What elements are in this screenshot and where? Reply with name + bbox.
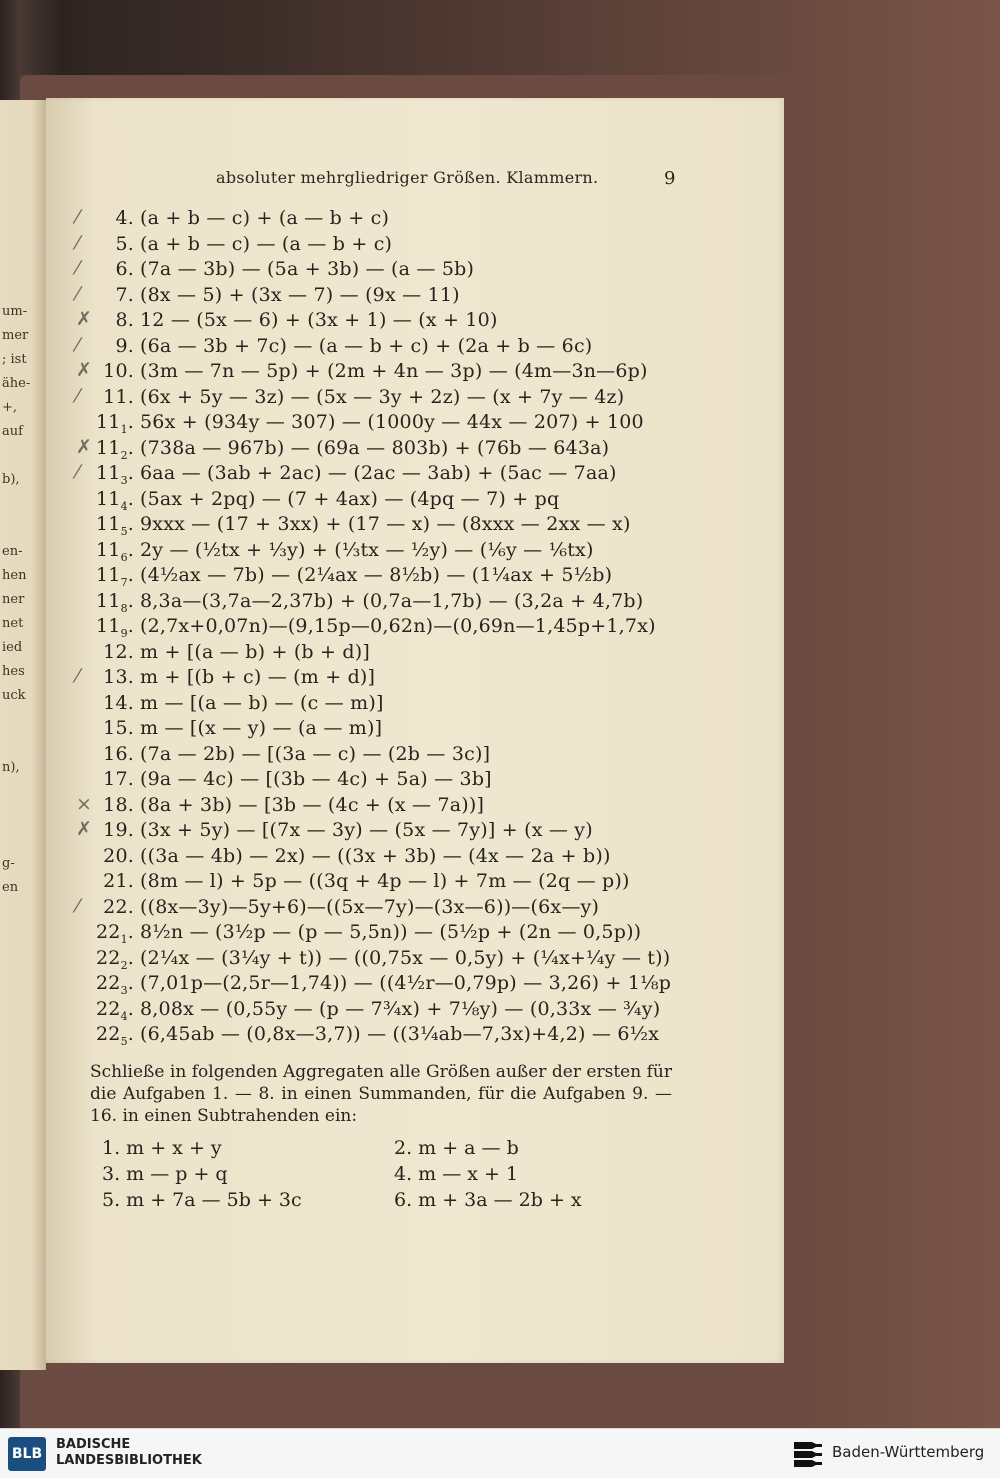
left-fragment — [2, 444, 42, 468]
exercise-number: $11_2$. — [96, 436, 135, 462]
exercise-expression: (a + b — c) + (a — b + c) — [140, 207, 390, 229]
exercise-number-main: 11 — [96, 411, 121, 433]
exercise-expression: m — [(a — b) — (c — m)] — [140, 691, 384, 714]
exercise-number-main: 14. — [103, 691, 134, 714]
blb-name-line2: LANDESBIBLIOTHEK — [56, 1453, 202, 1468]
exercise-row — [76, 461, 736, 487]
exercise-row — [96, 716, 736, 742]
exercise-row — [96, 538, 736, 564]
exercise-row — [76, 359, 736, 385]
book-page — [46, 98, 784, 1363]
exercise-number-main: 11. — [103, 385, 134, 408]
exercise-number-main: 10. — [103, 360, 134, 382]
exercise-number-sub: 7 — [120, 575, 128, 589]
exercise-number — [96, 308, 134, 334]
exercise-expression: (a + b — c) — (a — b + c) — [140, 232, 393, 255]
exercise-number: $22_2$. — [96, 946, 135, 972]
left-fragment: net — [2, 616, 24, 631]
exercise-number-main: 11 — [96, 564, 121, 586]
exercise-number-main: 19. — [103, 819, 134, 841]
left-fragment — [2, 780, 42, 804]
exercise-number-sub: 9 — [120, 626, 128, 640]
exercise-number: $22_4$. — [96, 997, 135, 1023]
exercise-number-main: 12. — [103, 640, 134, 663]
exercise-expression: 8,3a—(3,7a—2,37b) + (0,7a—1,7b) — (3,2a + 4,7b) — [140, 589, 644, 612]
left-fragment: +, — [2, 400, 18, 415]
exercise-expression: (2¼x — (3¼y + t)) — ((0,75x — 0,5y) + (¼x+¼y — t)) — [140, 946, 671, 969]
exercise-number — [96, 283, 134, 309]
exercise-number-sub: 6 — [120, 550, 128, 564]
exercise-number — [96, 742, 134, 768]
exercise-expression: (3m — 7n — 5p) + (2m + 4n — 3p) — (4m—3n—6p) — [140, 360, 648, 382]
exercise-number — [96, 818, 134, 844]
exercise-number-main: 18. — [103, 793, 134, 816]
exercise-number-main: 13. — [103, 666, 134, 688]
exercise-number — [96, 869, 134, 895]
exercise-number-main: 20. — [103, 844, 134, 867]
left-page-text-fragments — [2, 300, 42, 900]
exercise-row — [76, 308, 736, 334]
exercise-expression: (2,7x+0,07n)—(9,15p—0,62n)—(0,69n—1,45p+1,7x) — [140, 615, 656, 637]
blb-name[interactable] — [56, 1437, 202, 1469]
exercise-row — [76, 818, 736, 844]
aggregate-left: 5. m + 7a — 5b + 3c — [102, 1189, 302, 1211]
exercise-number-main: 11 — [96, 487, 121, 510]
exercise-row — [96, 487, 736, 513]
exercise-list — [76, 206, 736, 1048]
left-fragment: auf — [2, 424, 23, 439]
exercise-number: $11_4$. — [96, 487, 135, 513]
pencil-mark-icon: ✗ — [76, 818, 93, 840]
exercise-number — [96, 232, 134, 258]
exercise-expression: 8,08x — (0,55y — (p — 7¾x) + 7⅛y) — (0,33x — ¾y) — [140, 997, 661, 1020]
left-fragment — [2, 804, 42, 828]
exercise-row — [96, 640, 736, 666]
exercise-expression: 2y — (½tx + ⅓y) + (⅓tx — ½y) — (⅙y — ⅙tx) — [140, 538, 594, 561]
exercise-row — [76, 282, 736, 309]
instruction-paragraph: Schließe in folgenden Aggregaten alle Größen außer der ersten für die Aufgaben 1. — 8. in einen Summanden, für die Aufgaben 9. — 16. in einen Subtrahenden ein: — [90, 1062, 672, 1126]
left-fragment: ied — [2, 640, 23, 655]
exercise-number-main: 16. — [103, 742, 134, 765]
exercise-number — [96, 359, 134, 385]
exercise-row — [76, 792, 736, 819]
exercise-row — [96, 614, 736, 640]
exercise-row — [76, 333, 736, 360]
exercise-expression: (9a — 4c) — [(3b — 4c) + 5a) — 3b] — [140, 768, 492, 790]
exercise-number: $11_7$. — [96, 564, 135, 589]
exercise-number-main: 22 — [96, 921, 121, 943]
left-fragment: ner — [2, 592, 25, 607]
exercise-expression: m + [(b + c) — (m + d)] — [140, 666, 376, 688]
left-fragment: en- — [2, 544, 23, 559]
exercise-expression: (7,01p—(2,5r—1,74)) — ((4½r—0,79p) — 3,26) + 1⅛p — [140, 972, 672, 994]
aggregate-right: 4. m — x + 1 — [394, 1163, 519, 1185]
exercise-number: $11_1$. — [96, 411, 135, 436]
left-fragment: uck — [2, 688, 26, 703]
exercise-number — [96, 716, 134, 742]
exercise-expression: m + [(a — b) + (b + d)] — [140, 640, 370, 663]
exercise-number-main: 22 — [96, 997, 121, 1020]
pencil-mark-icon: ⁄ — [76, 384, 80, 407]
exercise-expression: m — [(x — y) — (a — m)] — [140, 717, 383, 739]
exercise-number — [96, 257, 134, 283]
pencil-mark-icon: ⁄ — [76, 894, 80, 917]
exercise-expression: (4½ax — 7b) — (2¼ax — 8½b) — (1¼ax + 5½b) — [140, 564, 613, 586]
pencil-mark-icon: × — [76, 792, 93, 815]
exercise-row — [96, 844, 736, 870]
running-title: absoluter mehrgliedriger Größen. Klammern. — [216, 168, 599, 187]
exercise-number-main: 22. — [103, 895, 134, 918]
exercise-row — [96, 920, 736, 946]
exercise-row — [96, 946, 736, 972]
exercise-expression: (8a + 3b) — [3b — (4c + (x — 7a))] — [140, 793, 485, 816]
exercise-expression: ((3a — 4b) — 2x) — ((3x + 3b) — (4x — 2a + b)) — [140, 844, 611, 867]
exercise-number — [96, 767, 134, 793]
exercise-number-main: 22 — [96, 972, 121, 994]
exercise-expression: ((8x—3y)—5y+6)—((5x—7y)—(3x—6))—(6x—y) — [140, 895, 600, 918]
exercise-number: $11_9$. — [96, 615, 135, 640]
exercise-number-main: 21. — [103, 870, 134, 892]
exercise-number-main: 11 — [96, 513, 121, 535]
exercise-row — [96, 563, 736, 589]
pencil-mark-icon: ⁄ — [76, 206, 80, 228]
exercise-row — [96, 997, 736, 1023]
bw-name[interactable]: Baden-Württemberg — [832, 1443, 985, 1461]
exercise-row — [96, 410, 736, 436]
exercise-expression: (6a — 3b + 7c) — (a — b + c) + (2a + b — 6c) — [140, 334, 593, 357]
pencil-mark-icon: ⁄ — [76, 231, 80, 254]
exercise-number-main: 11 — [96, 589, 121, 612]
three-lions-icon[interactable] — [790, 1439, 826, 1469]
exercise-number-main: 11 — [96, 462, 121, 484]
exercise-number-sub: 3 — [120, 473, 128, 487]
exercise-expression: (5ax + 2pq) — (7 + 4ax) — (4pq — 7) + pq — [140, 487, 560, 510]
aggregate-right: 6. m + 3a — 2b + x — [394, 1189, 582, 1211]
exercise-number — [96, 895, 134, 921]
left-fragment: hen — [2, 568, 27, 583]
exercise-number-sub: 3 — [120, 983, 128, 997]
exercise-number-sub: 2 — [120, 448, 128, 462]
exercise-row — [96, 1022, 736, 1048]
page-number: 9 — [664, 168, 676, 189]
exercise-number-main: 5. — [115, 232, 134, 255]
left-fragment: ähe- — [2, 376, 31, 391]
exercise-expression: (6,45ab — (0,8x—3,7)) — ((3¼ab—7,3x)+4,2) — 6½x — [140, 1023, 660, 1045]
exercise-number-main: 15. — [103, 717, 134, 739]
exercise-number: $22_3$. — [96, 972, 135, 997]
blb-logo[interactable]: BLB — [8, 1437, 46, 1471]
aggregate-row — [102, 1187, 702, 1213]
left-fragment: g- — [2, 856, 15, 871]
exercise-expression: (7a — 3b) — (5a + 3b) — (a — 5b) — [140, 258, 475, 280]
pencil-mark-icon: ⁄ — [76, 665, 80, 687]
aggregate-right: 2. m + a — b — [394, 1137, 519, 1159]
aggregate-list — [102, 1135, 702, 1213]
left-page-edge — [0, 100, 46, 1370]
exercise-expression: (8m — l) + 5p — ((3q + 4p — l) + 7m — (2q — p)) — [140, 870, 630, 892]
exercise-expression: (7a — 2b) — [(3a — c) — (2b — 3c)] — [140, 742, 491, 765]
left-fragment — [2, 492, 42, 516]
pencil-mark-icon: ✗ — [76, 308, 93, 330]
left-fragment: mer — [2, 328, 29, 343]
exercise-row — [96, 869, 736, 895]
exercise-row — [96, 971, 736, 997]
exercise-expression: 56x + (934y — 307) — (1000y — 44x — 207) + 100 — [140, 411, 644, 433]
exercise-number — [96, 793, 134, 819]
exercise-number-main: 11 — [96, 538, 121, 561]
exercise-number: $22_1$. — [96, 921, 135, 946]
pencil-mark-icon: ⁄ — [76, 257, 80, 279]
exercise-expression: 6aa — (3ab + 2ac) — (2ac — 3ab) + (5ac — 7aa) — [140, 462, 617, 484]
exercise-number-main: 17. — [103, 768, 134, 790]
exercise-number: $11_3$. — [96, 462, 135, 487]
aggregate-row — [102, 1135, 702, 1161]
exercise-row — [96, 512, 736, 538]
exercise-expression: 8½n — (3½p — (p — 5,5n)) — (5½p + (2n — 0,5p)) — [140, 921, 642, 943]
exercise-row — [76, 206, 736, 232]
exercise-row — [96, 767, 736, 793]
left-fragment — [2, 732, 42, 756]
footer-bar — [0, 1428, 1000, 1478]
exercise-number-sub: 5 — [120, 524, 128, 538]
exercise-expression: (6x + 5y — 3z) — (5x — 3y + 2z) — (x + 7y — 4z) — [140, 385, 625, 408]
aggregate-row — [102, 1161, 702, 1187]
exercise-number-sub: 1 — [120, 422, 128, 436]
exercise-number — [96, 206, 134, 232]
pencil-mark-icon: ⁄ — [76, 461, 80, 483]
exercise-number-main: 11 — [96, 436, 121, 459]
exercise-number: $11_6$. — [96, 538, 135, 564]
exercise-number-sub: 5 — [120, 1034, 128, 1048]
exercise-expression: (3x + 5y) — [(7x — 3y) — (5x — 7y)] + (x — y) — [140, 819, 593, 841]
exercise-number — [96, 665, 134, 691]
pencil-mark-icon: ⁄ — [76, 333, 80, 356]
pencil-mark-icon: ✗ — [76, 359, 93, 381]
left-fragment: en — [2, 880, 19, 895]
exercise-number-sub: 4 — [120, 499, 128, 513]
exercise-row — [76, 231, 736, 258]
exercise-number-sub: 4 — [120, 1009, 128, 1023]
left-fragment: ; ist — [2, 352, 27, 367]
exercise-number-main: 4. — [115, 207, 134, 229]
exercise-row — [76, 894, 736, 921]
exercise-row — [76, 384, 736, 411]
exercise-number — [96, 640, 134, 666]
exercise-number — [96, 691, 134, 717]
exercise-number: $22_5$. — [96, 1023, 135, 1048]
exercise-row — [96, 589, 736, 615]
left-fragment — [2, 828, 42, 852]
left-fragment: hes — [2, 664, 25, 679]
exercise-number-main: 7. — [115, 283, 134, 306]
exercise-expression: (8x — 5) + (3x — 7) — (9x — 11) — [140, 283, 460, 306]
exercise-expression: 12 — (5x — 6) + (3x + 1) — (x + 10) — [140, 309, 498, 331]
exercise-number — [96, 844, 134, 870]
exercise-number-main: 6. — [115, 258, 134, 280]
left-fragment: n), — [2, 760, 20, 775]
exercise-row — [76, 665, 736, 691]
left-fragment — [2, 708, 42, 732]
blb-name-line1: BADISCHE — [56, 1437, 131, 1452]
exercise-row — [76, 257, 736, 283]
exercise-row — [96, 742, 736, 768]
exercise-number-main: 22 — [96, 1023, 121, 1045]
exercise-number-sub: 2 — [120, 958, 128, 972]
pencil-mark-icon: ✗ — [76, 435, 93, 458]
aggregate-left: 3. m — p + q — [102, 1163, 228, 1185]
exercise-number — [96, 334, 134, 360]
exercise-number-main: 11 — [96, 615, 121, 637]
exercise-number-sub: 8 — [120, 601, 128, 615]
pencil-mark-icon: ⁄ — [76, 282, 80, 305]
exercise-number: $11_8$. — [96, 589, 135, 615]
exercise-expression: 9xxx — (17 + 3xx) + (17 — x) — (8xxx — 2xx — x) — [140, 513, 631, 535]
exercise-number-main: 9. — [115, 334, 134, 357]
aggregate-left: 1. m + x + y — [102, 1137, 222, 1159]
left-fragment: b), — [2, 472, 20, 487]
exercise-number-sub: 1 — [120, 932, 128, 946]
exercise-number: $11_5$. — [96, 513, 135, 538]
exercise-row — [76, 435, 736, 462]
exercise-number-main: 8. — [115, 309, 134, 331]
exercise-number — [96, 385, 134, 411]
exercise-expression: (738a — 967b) — (69a — 803b) + (76b — 643a) — [140, 436, 610, 459]
left-fragment: um- — [2, 304, 28, 319]
exercise-row — [96, 691, 736, 717]
exercise-number-main: 22 — [96, 946, 121, 969]
left-fragment — [2, 516, 42, 540]
